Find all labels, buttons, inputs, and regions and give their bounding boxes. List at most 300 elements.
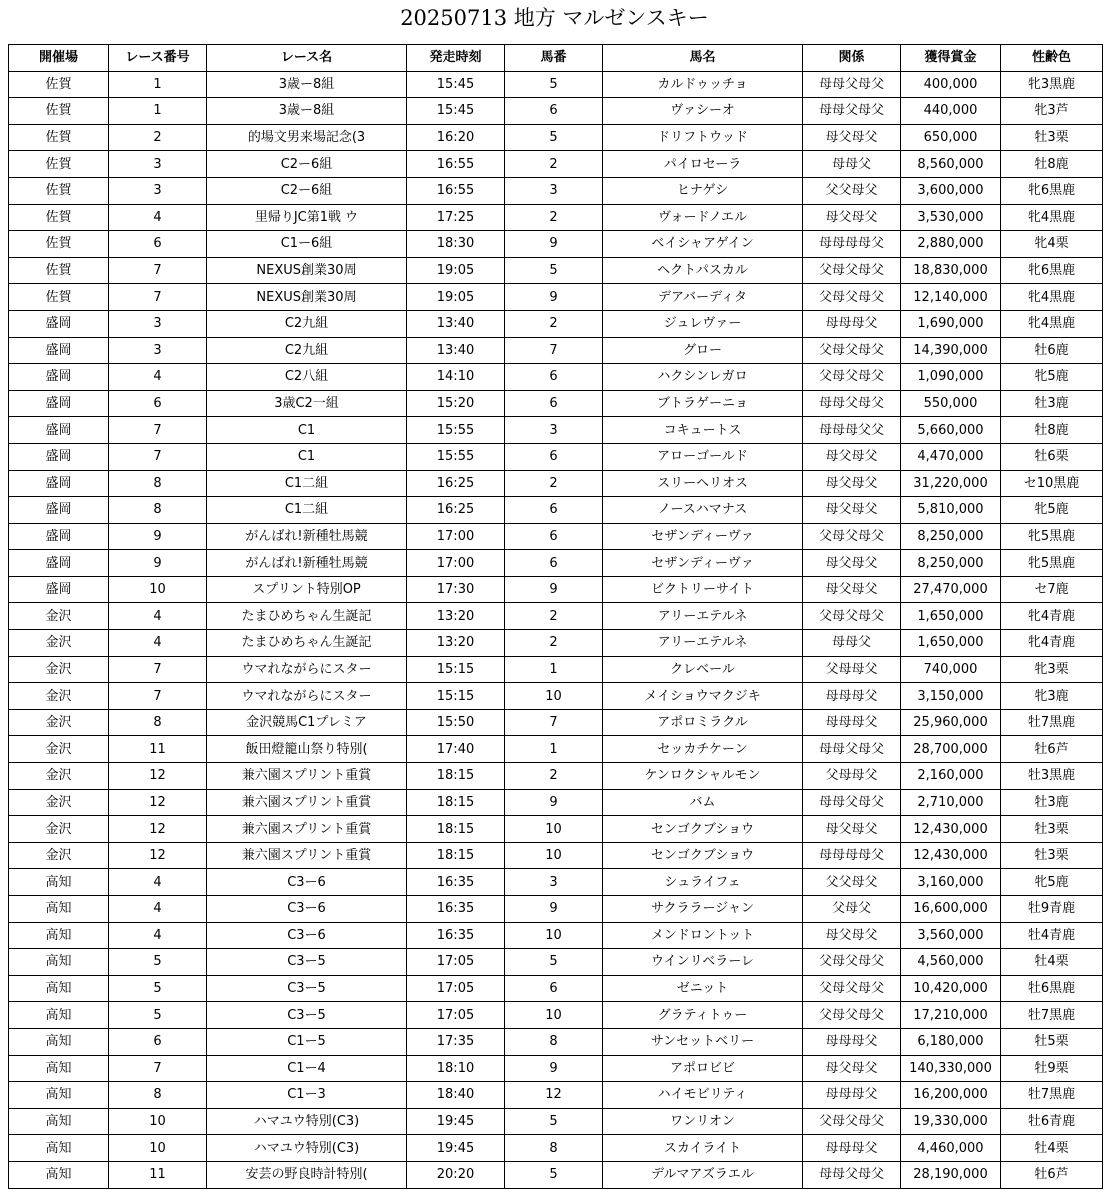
cell-sex-age-color: 牝4黒鹿 xyxy=(1001,284,1103,311)
cell-sex-age-color: 牡3栗 xyxy=(1001,842,1103,869)
cell-race-name: C1 xyxy=(207,417,407,444)
cell-sex-age-color: 牡4青鹿 xyxy=(1001,922,1103,949)
column-header-horse-name: 馬名 xyxy=(603,45,803,72)
cell-relation: 母父母父 xyxy=(803,1055,901,1082)
cell-horse-number: 2 xyxy=(505,603,603,630)
cell-sex-age-color: 牡4栗 xyxy=(1001,1135,1103,1162)
cell-race-number: 4 xyxy=(109,896,207,923)
cell-race-name: C2ー6組 xyxy=(207,151,407,178)
cell-horse-number: 6 xyxy=(505,975,603,1002)
cell-sex-age-color: 牝4黒鹿 xyxy=(1001,310,1103,337)
column-header-post-time: 発走時刻 xyxy=(407,45,505,72)
cell-horse-name: ノースハマナス xyxy=(603,497,803,524)
cell-race-number: 11 xyxy=(109,736,207,763)
cell-horse-number: 5 xyxy=(505,71,603,98)
cell-race-name: スプリント特別OP xyxy=(207,576,407,603)
cell-venue: 金沢 xyxy=(9,683,109,710)
cell-venue: 金沢 xyxy=(9,816,109,843)
cell-sex-age-color: 牝5鹿 xyxy=(1001,869,1103,896)
cell-relation: 母母父母父 xyxy=(803,1161,901,1188)
cell-horse-name: デアバーディタ xyxy=(603,284,803,311)
cell-post-time: 18:10 xyxy=(407,1055,505,1082)
cell-race-name: C1 xyxy=(207,443,407,470)
cell-venue: 盛岡 xyxy=(9,337,109,364)
cell-venue: 盛岡 xyxy=(9,470,109,497)
cell-prize-money: 8,560,000 xyxy=(901,151,1001,178)
cell-venue: 高知 xyxy=(9,1028,109,1055)
cell-post-time: 17:00 xyxy=(407,550,505,577)
column-header-prize-money: 獲得賞金 xyxy=(901,45,1001,72)
table-row xyxy=(9,736,1103,763)
cell-sex-age-color: 牡5栗 xyxy=(1001,1028,1103,1055)
cell-venue: 高知 xyxy=(9,1082,109,1109)
cell-prize-money: 3,160,000 xyxy=(901,869,1001,896)
cell-race-name: 3歳ー8組 xyxy=(207,98,407,125)
cell-horse-name: ブトラゲーニョ xyxy=(603,390,803,417)
cell-prize-money: 12,430,000 xyxy=(901,816,1001,843)
cell-race-number: 8 xyxy=(109,497,207,524)
cell-horse-number: 1 xyxy=(505,736,603,763)
cell-horse-number: 10 xyxy=(505,1002,603,1029)
cell-race-name: 兼六園スプリント重賞 xyxy=(207,816,407,843)
cell-sex-age-color: 牝5鹿 xyxy=(1001,497,1103,524)
cell-sex-age-color: 牡7黒鹿 xyxy=(1001,1082,1103,1109)
cell-sex-age-color: 牡6黒鹿 xyxy=(1001,975,1103,1002)
cell-sex-age-color: 牡7黒鹿 xyxy=(1001,709,1103,736)
cell-sex-age-color: 牡9青鹿 xyxy=(1001,896,1103,923)
table-row xyxy=(9,124,1103,151)
cell-post-time: 19:45 xyxy=(407,1135,505,1162)
cell-horse-name: ヴォードノエル xyxy=(603,204,803,231)
cell-post-time: 16:25 xyxy=(407,470,505,497)
cell-prize-money: 10,420,000 xyxy=(901,975,1001,1002)
cell-horse-number: 2 xyxy=(505,310,603,337)
cell-post-time: 15:45 xyxy=(407,71,505,98)
cell-prize-money: 31,220,000 xyxy=(901,470,1001,497)
cell-race-name: NEXUS創業30周 xyxy=(207,257,407,284)
table-row xyxy=(9,842,1103,869)
cell-post-time: 13:20 xyxy=(407,630,505,657)
cell-prize-money: 1,650,000 xyxy=(901,630,1001,657)
cell-venue: 高知 xyxy=(9,975,109,1002)
cell-relation: 母母父母父 xyxy=(803,736,901,763)
cell-race-number: 7 xyxy=(109,417,207,444)
cell-horse-number: 2 xyxy=(505,470,603,497)
table-row xyxy=(9,1161,1103,1188)
cell-race-number: 5 xyxy=(109,1002,207,1029)
cell-post-time: 18:30 xyxy=(407,231,505,258)
cell-post-time: 18:15 xyxy=(407,789,505,816)
cell-relation: 父母父母父 xyxy=(803,337,901,364)
cell-relation: 母母父 xyxy=(803,151,901,178)
cell-prize-money: 1,090,000 xyxy=(901,364,1001,391)
cell-venue: 金沢 xyxy=(9,603,109,630)
cell-race-number: 3 xyxy=(109,310,207,337)
table-row xyxy=(9,337,1103,364)
cell-race-number: 3 xyxy=(109,151,207,178)
cell-race-name: C1ー6組 xyxy=(207,231,407,258)
cell-prize-money: 400,000 xyxy=(901,71,1001,98)
cell-horse-name: ハクシンレガロ xyxy=(603,364,803,391)
cell-relation: 父母母父 xyxy=(803,763,901,790)
cell-race-name: たまひめちゃん生誕記 xyxy=(207,603,407,630)
cell-race-number: 4 xyxy=(109,204,207,231)
cell-post-time: 17:05 xyxy=(407,949,505,976)
cell-relation: 母父母父 xyxy=(803,443,901,470)
cell-venue: 佐賀 xyxy=(9,257,109,284)
cell-venue: 高知 xyxy=(9,1002,109,1029)
cell-race-name: C3ー6 xyxy=(207,869,407,896)
table-row xyxy=(9,949,1103,976)
cell-race-name: 3歳ー8組 xyxy=(207,71,407,98)
cell-race-number: 3 xyxy=(109,337,207,364)
cell-post-time: 14:10 xyxy=(407,364,505,391)
cell-post-time: 16:35 xyxy=(407,869,505,896)
table-row xyxy=(9,1028,1103,1055)
cell-horse-number: 9 xyxy=(505,576,603,603)
cell-relation: 父母父 xyxy=(803,896,901,923)
cell-prize-money: 1,650,000 xyxy=(901,603,1001,630)
cell-post-time: 13:40 xyxy=(407,337,505,364)
cell-race-name: C1二組 xyxy=(207,470,407,497)
cell-race-number: 5 xyxy=(109,975,207,1002)
cell-sex-age-color: 牡6鹿 xyxy=(1001,337,1103,364)
cell-relation: 父母父母父 xyxy=(803,284,901,311)
table-row xyxy=(9,417,1103,444)
cell-post-time: 15:55 xyxy=(407,417,505,444)
table-row xyxy=(9,443,1103,470)
cell-horse-name: カルドゥッチョ xyxy=(603,71,803,98)
cell-prize-money: 2,160,000 xyxy=(901,763,1001,790)
table-row xyxy=(9,576,1103,603)
cell-race-number: 7 xyxy=(109,656,207,683)
cell-relation: 母母母母父 xyxy=(803,842,901,869)
cell-post-time: 18:15 xyxy=(407,816,505,843)
cell-sex-age-color: 牡3鹿 xyxy=(1001,390,1103,417)
cell-venue: 盛岡 xyxy=(9,497,109,524)
cell-relation: 母父母父 xyxy=(803,816,901,843)
cell-prize-money: 5,660,000 xyxy=(901,417,1001,444)
cell-race-number: 4 xyxy=(109,364,207,391)
cell-horse-name: センゴクブショウ xyxy=(603,842,803,869)
cell-horse-name: メンドロントット xyxy=(603,922,803,949)
cell-horse-name: コキュートス xyxy=(603,417,803,444)
cell-horse-number: 3 xyxy=(505,177,603,204)
cell-horse-number: 12 xyxy=(505,1082,603,1109)
column-header-sex-age-color: 性齢色 xyxy=(1001,45,1103,72)
table-row xyxy=(9,364,1103,391)
cell-race-name: ハマユウ特別(C3) xyxy=(207,1135,407,1162)
cell-venue: 盛岡 xyxy=(9,364,109,391)
cell-venue: 盛岡 xyxy=(9,390,109,417)
cell-horse-number: 9 xyxy=(505,896,603,923)
table-row xyxy=(9,1108,1103,1135)
cell-relation: 父母父母父 xyxy=(803,1108,901,1135)
cell-race-name: 金沢競馬C1プレミア xyxy=(207,709,407,736)
cell-race-name: 兼六園スプリント重賞 xyxy=(207,763,407,790)
cell-race-number: 12 xyxy=(109,816,207,843)
cell-horse-number: 6 xyxy=(505,390,603,417)
cell-venue: 佐賀 xyxy=(9,124,109,151)
cell-horse-name: ケンロクシャルモン xyxy=(603,763,803,790)
cell-horse-name: サンセットベリー xyxy=(603,1028,803,1055)
cell-relation: 母母母父 xyxy=(803,1082,901,1109)
cell-sex-age-color: 牝3鹿 xyxy=(1001,683,1103,710)
cell-venue: 金沢 xyxy=(9,630,109,657)
cell-post-time: 13:40 xyxy=(407,310,505,337)
cell-race-name: たまひめちゃん生誕記 xyxy=(207,630,407,657)
cell-race-number: 9 xyxy=(109,523,207,550)
cell-horse-name: アポロビビ xyxy=(603,1055,803,1082)
cell-sex-age-color: 牝4青鹿 xyxy=(1001,630,1103,657)
cell-relation: 母母父母父 xyxy=(803,71,901,98)
cell-prize-money: 27,470,000 xyxy=(901,576,1001,603)
cell-venue: 盛岡 xyxy=(9,550,109,577)
cell-prize-money: 3,560,000 xyxy=(901,922,1001,949)
cell-horse-name: セッカチケーン xyxy=(603,736,803,763)
cell-relation: 母母父母父 xyxy=(803,98,901,125)
cell-horse-name: ワンリオン xyxy=(603,1108,803,1135)
table-row xyxy=(9,789,1103,816)
table-row xyxy=(9,656,1103,683)
cell-race-name: ハマユウ特別(C3) xyxy=(207,1108,407,1135)
cell-race-number: 1 xyxy=(109,71,207,98)
cell-race-name: C2八組 xyxy=(207,364,407,391)
cell-race-name: 3歳C2一組 xyxy=(207,390,407,417)
table-row xyxy=(9,763,1103,790)
table-row xyxy=(9,177,1103,204)
cell-venue: 高知 xyxy=(9,869,109,896)
cell-race-name: ウマれながらにスター xyxy=(207,656,407,683)
column-header-venue: 開催場 xyxy=(9,45,109,72)
cell-prize-money: 2,880,000 xyxy=(901,231,1001,258)
cell-horse-name: サクララージャン xyxy=(603,896,803,923)
cell-venue: 佐賀 xyxy=(9,151,109,178)
cell-race-number: 7 xyxy=(109,284,207,311)
cell-venue: 金沢 xyxy=(9,842,109,869)
cell-horse-number: 10 xyxy=(505,922,603,949)
cell-sex-age-color: 牝5黒鹿 xyxy=(1001,550,1103,577)
table-row xyxy=(9,1002,1103,1029)
cell-sex-age-color: 牝3栗 xyxy=(1001,656,1103,683)
cell-post-time: 15:55 xyxy=(407,443,505,470)
cell-post-time: 17:30 xyxy=(407,576,505,603)
cell-race-number: 12 xyxy=(109,842,207,869)
cell-horse-name: アリーエテルネ xyxy=(603,630,803,657)
cell-horse-name: デルマアズラエル xyxy=(603,1161,803,1188)
cell-horse-number: 9 xyxy=(505,789,603,816)
table-row xyxy=(9,683,1103,710)
cell-post-time: 15:45 xyxy=(407,98,505,125)
cell-horse-number: 9 xyxy=(505,284,603,311)
table-row xyxy=(9,470,1103,497)
cell-horse-number: 8 xyxy=(505,1135,603,1162)
cell-horse-number: 3 xyxy=(505,869,603,896)
cell-venue: 金沢 xyxy=(9,709,109,736)
cell-horse-name: シュライフェ xyxy=(603,869,803,896)
cell-prize-money: 25,960,000 xyxy=(901,709,1001,736)
cell-race-name: C2ー6組 xyxy=(207,177,407,204)
table-row xyxy=(9,1082,1103,1109)
cell-venue: 佐賀 xyxy=(9,71,109,98)
cell-race-number: 6 xyxy=(109,231,207,258)
cell-venue: 佐賀 xyxy=(9,284,109,311)
cell-horse-name: ドリフトウッド xyxy=(603,124,803,151)
cell-race-number: 6 xyxy=(109,390,207,417)
cell-venue: 金沢 xyxy=(9,736,109,763)
cell-race-number: 10 xyxy=(109,576,207,603)
cell-relation: 母父母父 xyxy=(803,922,901,949)
cell-sex-age-color: 牡6青鹿 xyxy=(1001,1108,1103,1135)
cell-prize-money: 4,560,000 xyxy=(901,949,1001,976)
cell-horse-number: 7 xyxy=(505,337,603,364)
cell-relation: 父母父母父 xyxy=(803,975,901,1002)
cell-race-name: C2九組 xyxy=(207,337,407,364)
cell-relation: 母父母父 xyxy=(803,576,901,603)
table-row xyxy=(9,869,1103,896)
table-row xyxy=(9,257,1103,284)
cell-post-time: 17:05 xyxy=(407,975,505,1002)
cell-horse-name: セザンディーヴァ xyxy=(603,550,803,577)
cell-venue: 高知 xyxy=(9,1055,109,1082)
cell-race-number: 7 xyxy=(109,683,207,710)
cell-relation: 父母母父 xyxy=(803,656,901,683)
cell-race-name: C1ー3 xyxy=(207,1082,407,1109)
cell-prize-money: 16,200,000 xyxy=(901,1082,1001,1109)
table-row xyxy=(9,523,1103,550)
cell-horse-number: 6 xyxy=(505,550,603,577)
cell-post-time: 15:20 xyxy=(407,390,505,417)
cell-relation: 母母母父 xyxy=(803,709,901,736)
column-header-relation: 関係 xyxy=(803,45,901,72)
cell-prize-money: 1,690,000 xyxy=(901,310,1001,337)
cell-race-number: 7 xyxy=(109,1055,207,1082)
cell-race-number: 4 xyxy=(109,922,207,949)
table-row xyxy=(9,98,1103,125)
table-row xyxy=(9,497,1103,524)
cell-horse-number: 2 xyxy=(505,763,603,790)
table-row xyxy=(9,630,1103,657)
cell-race-name: C1二組 xyxy=(207,497,407,524)
cell-race-name: C1ー5 xyxy=(207,1028,407,1055)
cell-horse-name: グラティトゥー xyxy=(603,1002,803,1029)
cell-relation: 母母父母父 xyxy=(803,390,901,417)
cell-relation: 母父母父 xyxy=(803,470,901,497)
cell-post-time: 16:55 xyxy=(407,151,505,178)
cell-relation: 母父母父 xyxy=(803,204,901,231)
table-row xyxy=(9,390,1103,417)
cell-sex-age-color: 牡6芦 xyxy=(1001,1161,1103,1188)
cell-post-time: 16:35 xyxy=(407,896,505,923)
cell-relation: 母父母父 xyxy=(803,497,901,524)
cell-horse-number: 6 xyxy=(505,523,603,550)
cell-sex-age-color: 牝4栗 xyxy=(1001,231,1103,258)
cell-prize-money: 2,710,000 xyxy=(901,789,1001,816)
cell-race-number: 12 xyxy=(109,789,207,816)
cell-post-time: 19:05 xyxy=(407,257,505,284)
cell-race-number: 10 xyxy=(109,1108,207,1135)
cell-horse-name: アポロミラクル xyxy=(603,709,803,736)
cell-race-name: C3ー6 xyxy=(207,922,407,949)
cell-post-time: 15:50 xyxy=(407,709,505,736)
table-row xyxy=(9,975,1103,1002)
cell-race-name: C3ー5 xyxy=(207,975,407,1002)
cell-horse-name: グロー xyxy=(603,337,803,364)
cell-prize-money: 16,600,000 xyxy=(901,896,1001,923)
cell-relation: 母母母母父 xyxy=(803,231,901,258)
cell-horse-name: メイショウマクジキ xyxy=(603,683,803,710)
cell-horse-name: スリーヘリオス xyxy=(603,470,803,497)
cell-post-time: 16:20 xyxy=(407,124,505,151)
cell-horse-number: 2 xyxy=(505,151,603,178)
column-header-horse-number: 馬番 xyxy=(505,45,603,72)
table-row xyxy=(9,204,1103,231)
cell-prize-money: 19,330,000 xyxy=(901,1108,1001,1135)
cell-venue: 佐賀 xyxy=(9,231,109,258)
cell-horse-number: 5 xyxy=(505,257,603,284)
cell-horse-name: スカイライト xyxy=(603,1135,803,1162)
cell-sex-age-color: 牡3鹿 xyxy=(1001,789,1103,816)
cell-race-name: がんばれ!新種牡馬競 xyxy=(207,550,407,577)
cell-relation: 母母父母父 xyxy=(803,789,901,816)
cell-race-number: 8 xyxy=(109,709,207,736)
cell-prize-money: 3,530,000 xyxy=(901,204,1001,231)
cell-relation: 父母父母父 xyxy=(803,1002,901,1029)
cell-venue: 盛岡 xyxy=(9,310,109,337)
cell-horse-number: 5 xyxy=(505,949,603,976)
cell-sex-age-color: 牡3栗 xyxy=(1001,816,1103,843)
cell-prize-money: 740,000 xyxy=(901,656,1001,683)
table-row xyxy=(9,550,1103,577)
cell-horse-name: ビクトリーサイト xyxy=(603,576,803,603)
cell-venue: 佐賀 xyxy=(9,177,109,204)
cell-relation: 父父母父 xyxy=(803,177,901,204)
cell-venue: 高知 xyxy=(9,1161,109,1188)
cell-horse-number: 6 xyxy=(505,497,603,524)
cell-race-name: ウマれながらにスター xyxy=(207,683,407,710)
cell-sex-age-color: 牝4黒鹿 xyxy=(1001,204,1103,231)
table-row xyxy=(9,709,1103,736)
cell-venue: 盛岡 xyxy=(9,523,109,550)
cell-race-number: 4 xyxy=(109,869,207,896)
cell-horse-number: 5 xyxy=(505,124,603,151)
cell-post-time: 18:15 xyxy=(407,763,505,790)
cell-race-name: NEXUS創業30周 xyxy=(207,284,407,311)
cell-venue: 高知 xyxy=(9,949,109,976)
table-row xyxy=(9,231,1103,258)
cell-prize-money: 650,000 xyxy=(901,124,1001,151)
cell-horse-number: 2 xyxy=(505,630,603,657)
cell-horse-number: 10 xyxy=(505,842,603,869)
cell-venue: 金沢 xyxy=(9,763,109,790)
cell-sex-age-color: 牝6黒鹿 xyxy=(1001,257,1103,284)
cell-race-number: 7 xyxy=(109,443,207,470)
cell-prize-money: 12,430,000 xyxy=(901,842,1001,869)
cell-sex-age-color: 牝5黒鹿 xyxy=(1001,523,1103,550)
cell-horse-name: ジュレヴァー xyxy=(603,310,803,337)
cell-relation: 母母母父 xyxy=(803,310,901,337)
cell-sex-age-color: セ10黒鹿 xyxy=(1001,470,1103,497)
table-row xyxy=(9,603,1103,630)
cell-horse-name: ハイモビリティ xyxy=(603,1082,803,1109)
cell-prize-money: 18,830,000 xyxy=(901,257,1001,284)
cell-relation: 母父母父 xyxy=(803,550,901,577)
table-row xyxy=(9,151,1103,178)
cell-sex-age-color: 牡3黒鹿 xyxy=(1001,763,1103,790)
column-header-race-name: レース名 xyxy=(207,45,407,72)
cell-venue: 高知 xyxy=(9,922,109,949)
cell-venue: 高知 xyxy=(9,896,109,923)
